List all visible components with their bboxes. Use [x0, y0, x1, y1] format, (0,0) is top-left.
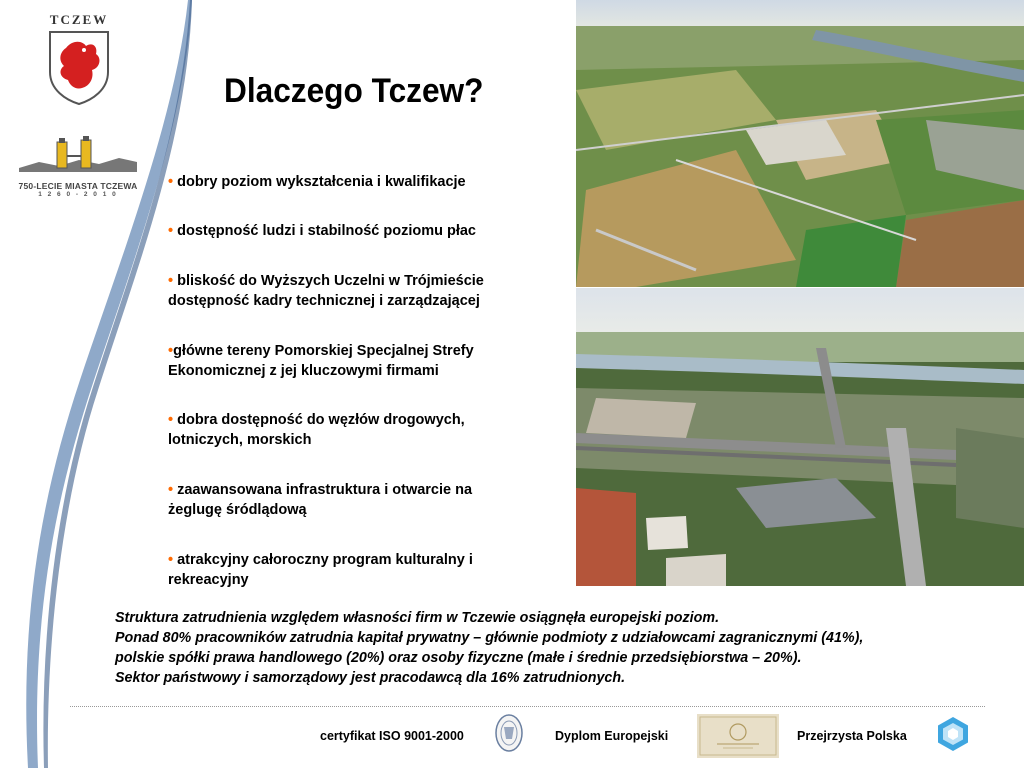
european-diploma-icon: [697, 714, 779, 758]
iso-certificate-label: certyfikat ISO 9001-2000: [320, 729, 464, 743]
bullet-text: dobra dostępność do węzłów drogowych, lotniczych, morskich: [168, 412, 465, 448]
statement-line: polskie spółki prawa handlowego (20%) oraz osoby fizyczne (małe i średnie przedsiębiorstwa – 20%).: [115, 650, 802, 666]
bullet-text: zaawansowana infrastruktura i otwarcie na żeglugę śródlądową: [168, 482, 473, 518]
bullet-marker: •: [168, 552, 174, 568]
statement-line: Ponad 80% pracowników zatrudnia kapitał prywatny – głównie podmioty z udziałowcami zagranicznymi (41%),: [115, 630, 864, 646]
city-logo: [42, 12, 116, 111]
page-title: Dlaczego Tczew?: [224, 72, 484, 110]
statement-line: Sektor państwowy i samorządowy jest pracodawcą dla 16% zatrudnionych.: [115, 670, 626, 686]
list-item: [168, 410, 538, 450]
european-diploma-label: Dyplom Europejski: [555, 729, 669, 743]
bullet-marker: •: [168, 412, 174, 428]
bullet-marker: •: [168, 343, 174, 359]
list-item: [168, 271, 548, 311]
bullet-marker: •: [168, 482, 174, 498]
bullet-text: bliskość do Wyższych Uczelni w Trójmieście dostępność kadry technicznej i zarządzającej: [168, 273, 484, 309]
coat-of-arms-griffin-icon: [46, 28, 112, 106]
iso-certificate-seal-icon: [494, 713, 524, 753]
list-item: [168, 550, 538, 590]
statement-line: Struktura zatrudnienia względem własności firm w Tczewie osiągnęła europejski poziom.: [115, 610, 720, 626]
list-item: [168, 341, 538, 381]
list-item: [168, 221, 568, 241]
jubilee-years: 1 2 6 0 - 2 0 1 0: [38, 191, 118, 198]
employment-statement: [115, 608, 1020, 688]
jubilee-logo: [18, 136, 138, 198]
list-item: [168, 172, 568, 192]
jubilee-title: 750-LECIE MIASTA TCZEWA: [18, 181, 138, 191]
footer-divider: [70, 706, 985, 707]
transparent-poland-label: Przejrzysta Polska: [797, 729, 907, 743]
aerial-photo-industrial-zone: [576, 0, 1024, 287]
bridge-towers-icon: [19, 136, 137, 176]
bullet-text: dobry poziom wykształcenia i kwalifikacje: [173, 174, 466, 190]
city-name: TCZEW: [49, 12, 109, 27]
bullet-text: dostępność ludzi i stabilność poziomu płac: [173, 223, 476, 239]
aerial-photo-city: [576, 288, 1024, 586]
bullet-marker: •: [168, 223, 174, 239]
bullet-text: atrakcyjny całoroczny program kulturalny i rekreacyjny: [168, 552, 473, 588]
bullet-marker: •: [168, 273, 174, 289]
bullet-text: główne tereny Pomorskiej Specjalnej Strefy Ekonomicznej z jej kluczowymi firmami: [168, 343, 474, 379]
bullet-marker: •: [168, 174, 174, 190]
hexagon-logo-icon: [936, 716, 970, 752]
list-item: [168, 480, 518, 520]
